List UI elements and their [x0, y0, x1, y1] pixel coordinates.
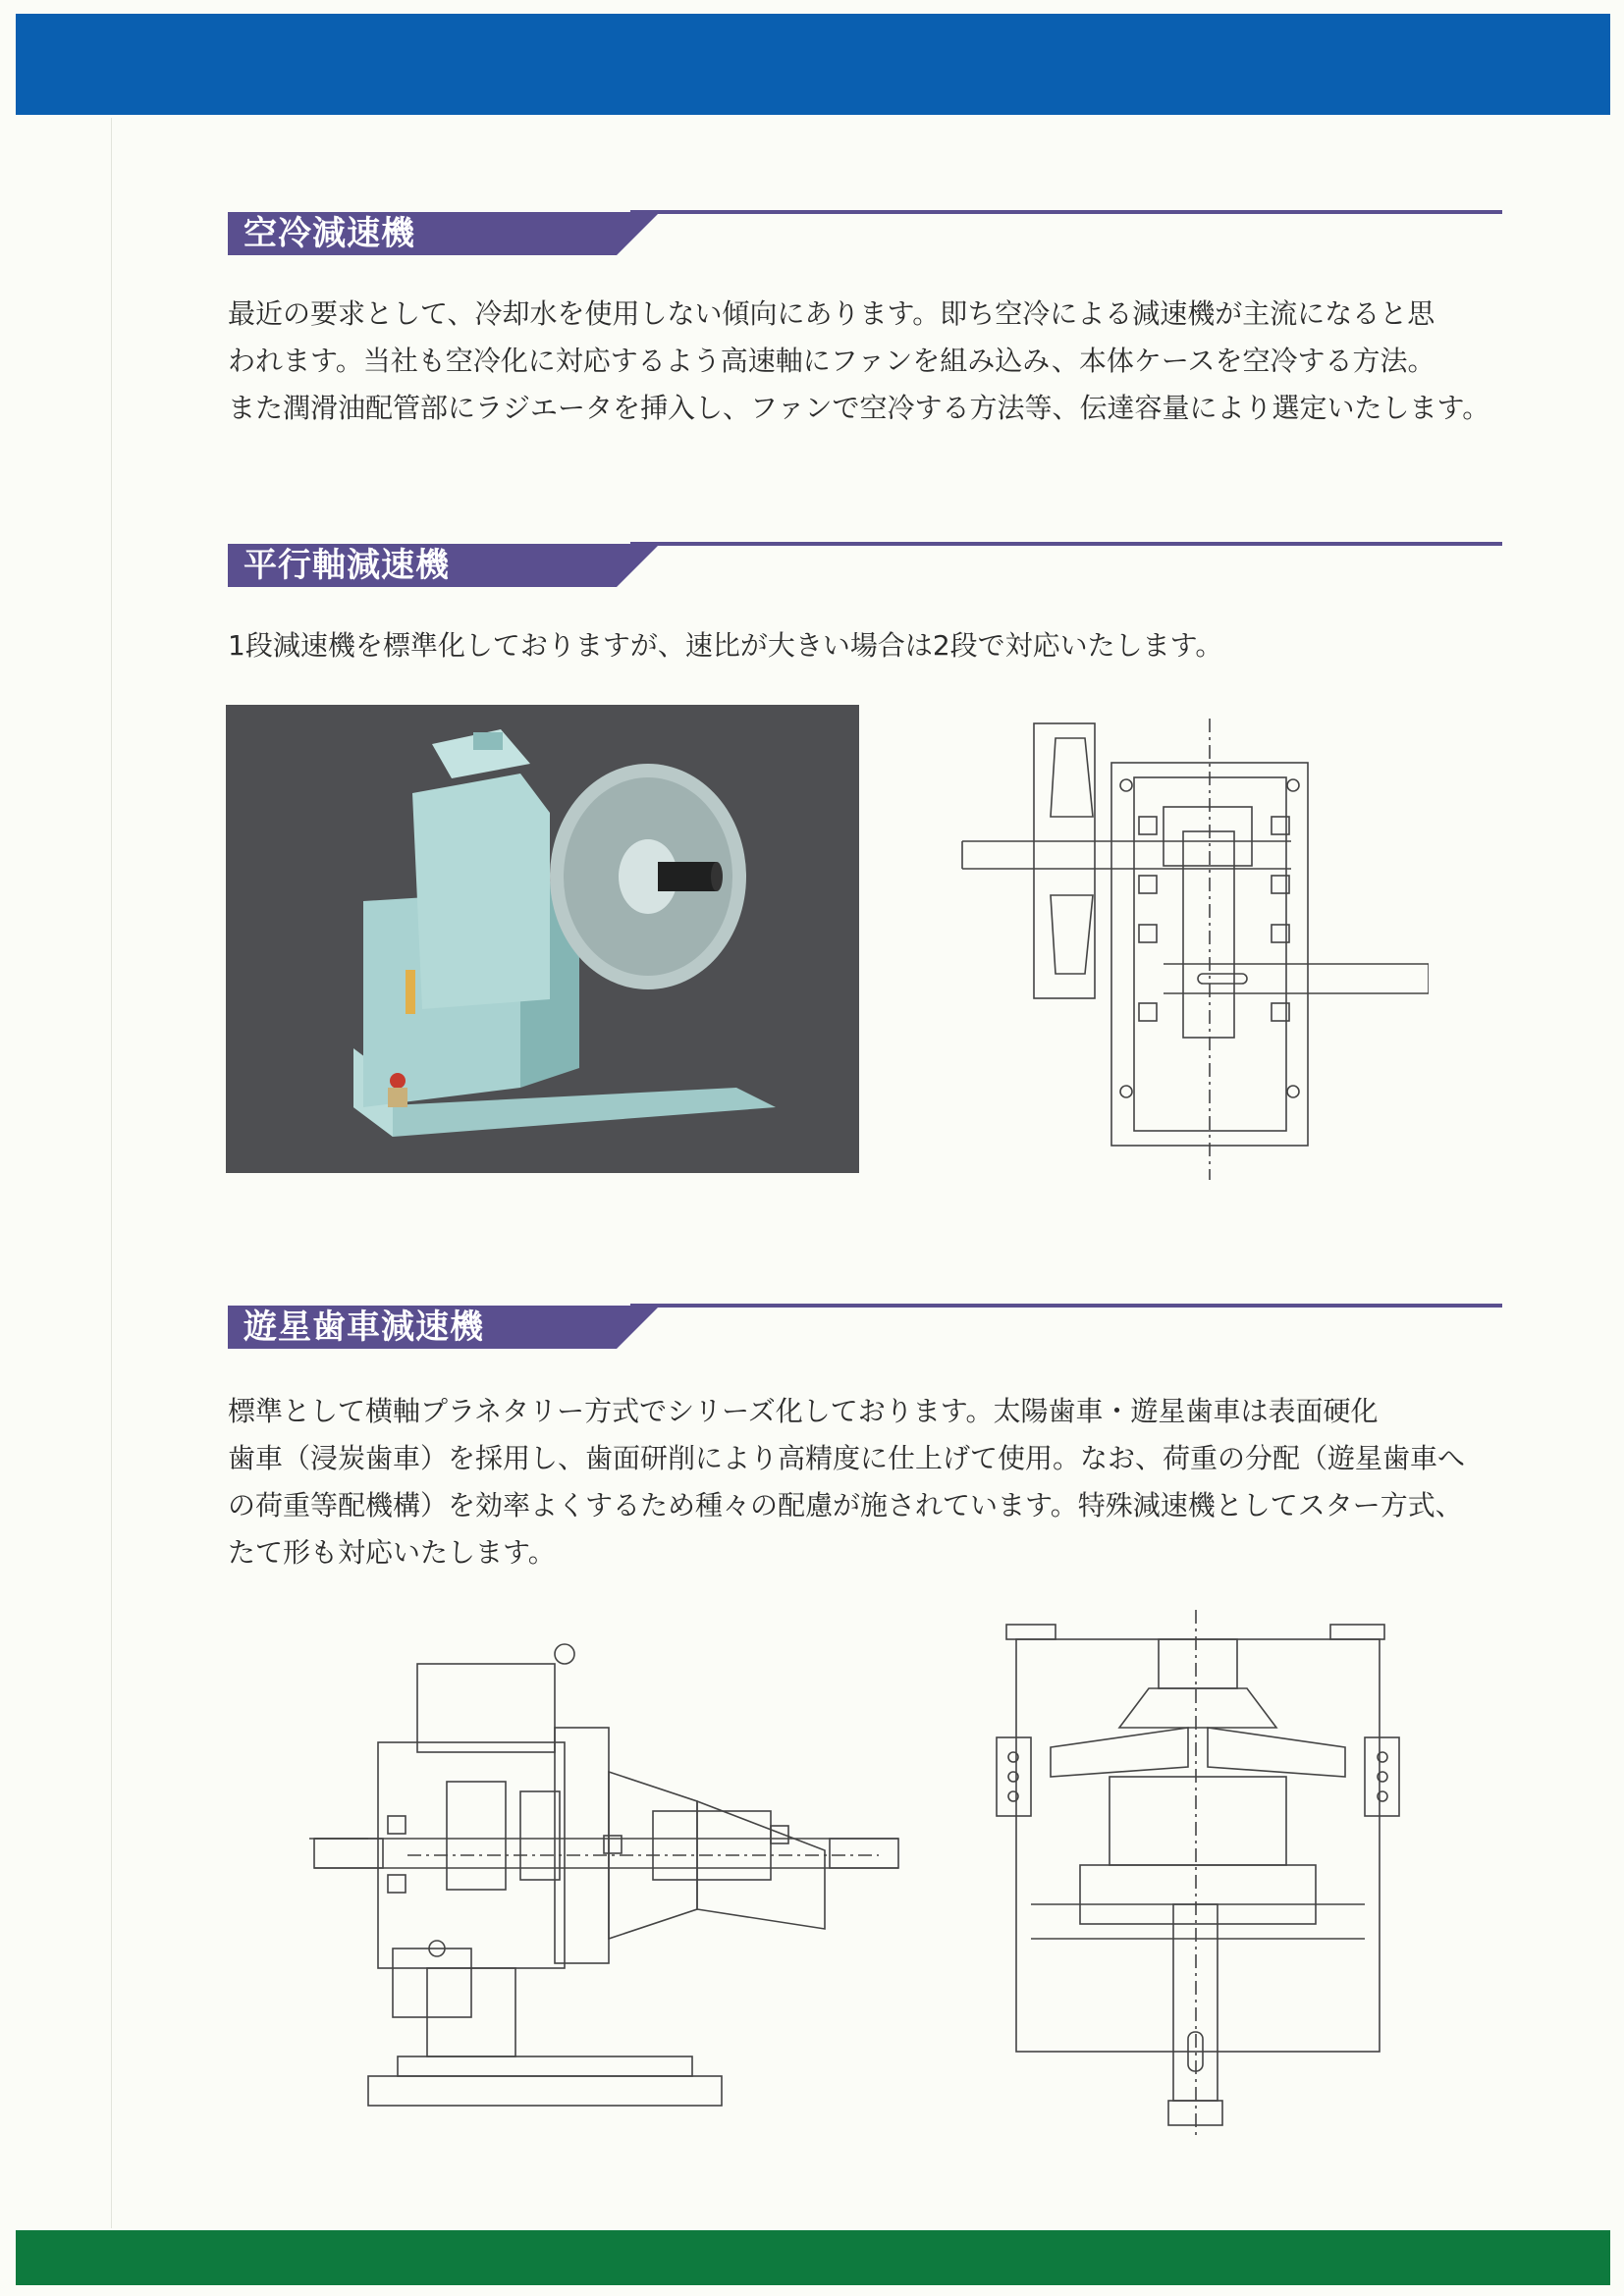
- text-line: 歯車（浸炭歯車）を採用し、歯面研削により高精度に仕上げて使用。なお、荷重の分配（遊星歯車へ: [228, 1442, 1466, 1474]
- air-cooled-description: [228, 291, 1504, 432]
- horizontal-planetary-drawing: [309, 1625, 918, 2119]
- section-header-parallel-shaft: [228, 538, 1502, 593]
- section-title: 空冷減速機: [244, 214, 415, 253]
- parallel-shaft-description: [228, 622, 1504, 669]
- section-header-air-cooled: [228, 206, 1502, 261]
- page-fold-line: [111, 118, 112, 2228]
- text-line: の荷重等配機構）を効率よくするため種々の配慮が施されています。特殊減速機としてスター方式、: [228, 1489, 1463, 1522]
- text-line: 最近の要求として、冷却水を使用しない傾向にあります。即ち空冷による減速機が主流になると思: [228, 297, 1435, 330]
- gear-reducer-photo: [226, 705, 859, 1173]
- text-line: 1段減速機を標準化しておりますが、速比が大きい場合は2段で対応いたします。: [228, 629, 1223, 662]
- vertical-planetary-drawing: [992, 1610, 1404, 2144]
- planetary-description: [228, 1388, 1504, 1576]
- section-header-bar: [228, 206, 1502, 261]
- text-line: われます。当社も空冷化に対応するよう高速軸にファンを組み込み、本体ケースを空冷する方法。: [228, 345, 1435, 377]
- top-color-band: [16, 14, 1610, 115]
- parallel-shaft-drawing: [957, 719, 1429, 1184]
- text-line: また潤滑油配管部にラジエータを挿入し、ファンで空冷する方法等、伝達容量により選定いたします。: [228, 392, 1490, 424]
- text-line: 標準として横軸プラネタリー方式でシリーズ化しております。太陽歯車・遊星歯車は表面硬化: [228, 1395, 1379, 1427]
- text-line: たて形も対応いたします。: [228, 1536, 556, 1569]
- section-title: 遊星歯車減速機: [244, 1308, 484, 1347]
- section-title: 平行軸減速機: [244, 546, 450, 585]
- section-header-planetary: [228, 1300, 1502, 1355]
- bottom-color-band: [16, 2230, 1610, 2285]
